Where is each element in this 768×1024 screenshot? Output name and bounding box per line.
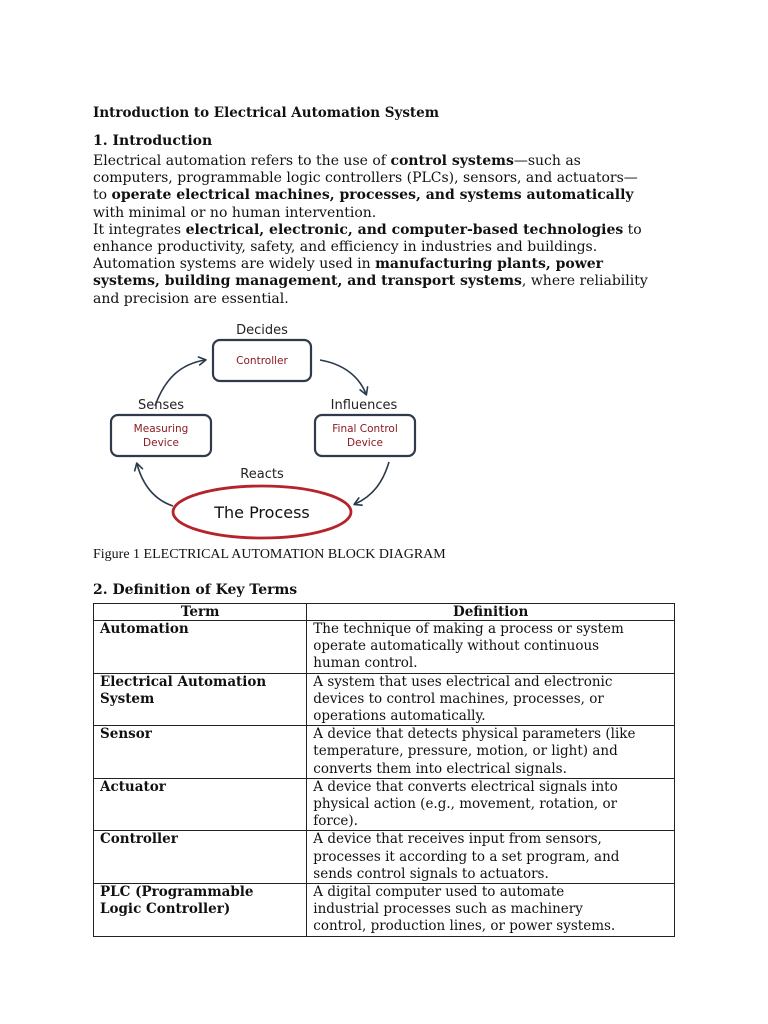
intro-line xyxy=(93,273,683,290)
section-heading-key-terms: 2. Definition of Key Terms xyxy=(93,582,298,598)
intro-text: It integrates xyxy=(93,221,186,238)
key-terms-table xyxy=(93,603,675,937)
final-control-device-box xyxy=(315,415,415,456)
definition-text: A device that receives input from sensors, xyxy=(313,831,602,848)
process-ellipse xyxy=(173,486,351,538)
definition-cell xyxy=(307,884,675,937)
term-text: Controller xyxy=(100,831,178,848)
definition-cell xyxy=(307,726,675,779)
definition-text: A system that uses electrical and electronic xyxy=(313,673,613,690)
term-cell xyxy=(94,621,307,674)
intro-bold-phrase: electrical, electronic, and computer-based technologies xyxy=(185,221,624,238)
intro-text: and precision are essential. xyxy=(93,290,289,307)
intro-line xyxy=(93,256,683,273)
definition-text: sends control signals to actuators. xyxy=(313,865,549,882)
definition-cell xyxy=(307,673,675,726)
term-cell xyxy=(94,831,307,884)
final-control-label-line2: Device xyxy=(347,437,383,449)
table-row xyxy=(94,778,675,831)
definition-text: A device that converts electrical signals into xyxy=(313,778,618,795)
intro-line xyxy=(93,222,683,239)
definition-text: operate automatically without continuous xyxy=(313,638,600,655)
intro-line xyxy=(93,170,683,187)
document-title: Introduction to Electrical Automation System xyxy=(93,105,440,121)
arrow-controller-to-final xyxy=(320,360,366,394)
definition-text: human control. xyxy=(313,655,418,672)
definition-text: devices to control machines, processes, or xyxy=(313,690,604,707)
term-text: Actuator xyxy=(100,778,166,795)
definition-cell xyxy=(307,621,675,674)
term-cell xyxy=(94,778,307,831)
final-control-label-line1: Final Control xyxy=(332,423,398,435)
definition-text: The technique of making a process or system xyxy=(313,621,624,637)
table-row xyxy=(94,831,675,884)
term-text: Logic Controller) xyxy=(100,901,231,918)
arrow-final-to-process xyxy=(355,462,389,504)
controller-label: Controller xyxy=(236,355,288,367)
definition-text: physical action (e.g., movement, rotation, or xyxy=(313,796,618,813)
intro-text: Automation systems are widely used in xyxy=(93,256,376,273)
intro-text: to xyxy=(93,187,112,204)
definition-text: industrial processes such as machinery xyxy=(313,901,583,918)
intro-text: with minimal or no human intervention. xyxy=(93,204,377,221)
definition-text: converts them into electrical signals. xyxy=(313,760,567,777)
term-cell xyxy=(94,673,307,726)
intro-text: enhance productivity, safety, and efficiency in industries and buildings. xyxy=(93,239,598,256)
figure-caption: Figure 1 ELECTRICAL AUTOMATION BLOCK DIAGRAM xyxy=(93,547,446,562)
intro-text: , where reliability xyxy=(521,273,648,290)
intro-text: to xyxy=(623,221,642,238)
definition-text: processes it according to a set program, and xyxy=(313,848,620,865)
term-text: PLC (Programmable xyxy=(100,884,254,901)
term-text: System xyxy=(100,690,155,707)
intro-bold-phrase: operate electrical machines, processes, and systems automatically xyxy=(111,187,634,204)
measuring-label-line1: Measuring xyxy=(133,423,189,435)
intro-text: —such as xyxy=(513,153,581,169)
definition-text: force). xyxy=(313,813,358,830)
table-row xyxy=(94,621,675,674)
automation-block-diagram xyxy=(93,318,423,548)
process-label: The Process xyxy=(214,503,310,522)
label-senses: Senses xyxy=(137,398,185,413)
term-cell xyxy=(94,726,307,779)
table-row xyxy=(94,673,675,726)
label-reacts: Reacts xyxy=(240,467,284,482)
header-definition: Definition xyxy=(307,604,675,621)
definition-text: control, production lines, or power systems. xyxy=(313,918,616,935)
definition-text: operations automatically. xyxy=(313,708,486,725)
label-influences: Influences xyxy=(330,398,398,413)
measuring-device-box xyxy=(111,415,211,456)
header-term: Term xyxy=(94,604,307,621)
table-row xyxy=(94,884,675,937)
controller-box xyxy=(213,340,311,381)
intro-line xyxy=(93,153,683,170)
definition-cell xyxy=(307,831,675,884)
intro-line xyxy=(93,291,683,308)
intro-bold-phrase: control systems xyxy=(390,153,514,169)
definition-cell xyxy=(307,778,675,831)
introduction-paragraph xyxy=(93,153,683,308)
intro-line xyxy=(93,239,683,256)
table-header-row xyxy=(94,604,675,621)
label-decides: Decides xyxy=(236,323,288,338)
measuring-label-line2: Device xyxy=(143,437,179,449)
term-text: Automation xyxy=(100,621,189,637)
definition-text: A device that detects physical parameters (like xyxy=(313,726,636,743)
section-heading-introduction: 1. Introduction xyxy=(93,133,213,149)
intro-bold-phrase: systems, building management, and transport systems xyxy=(93,273,522,290)
intro-bold-phrase: manufacturing plants, power xyxy=(375,256,604,273)
term-text: Electrical Automation xyxy=(100,673,267,690)
definition-text: A digital computer used to automate xyxy=(313,884,565,901)
intro-text: Electrical automation refers to the use of xyxy=(93,153,391,169)
term-cell xyxy=(94,884,307,937)
intro-line xyxy=(93,187,683,204)
intro-line xyxy=(93,205,683,222)
definition-text: temperature, pressure, motion, or light) and xyxy=(313,743,618,760)
table-row xyxy=(94,726,675,779)
arrow-process-to-measuring xyxy=(137,464,173,506)
intro-text: computers, programmable logic controllers (PLCs), sensors, and actuators— xyxy=(93,170,638,187)
term-text: Sensor xyxy=(100,726,152,743)
